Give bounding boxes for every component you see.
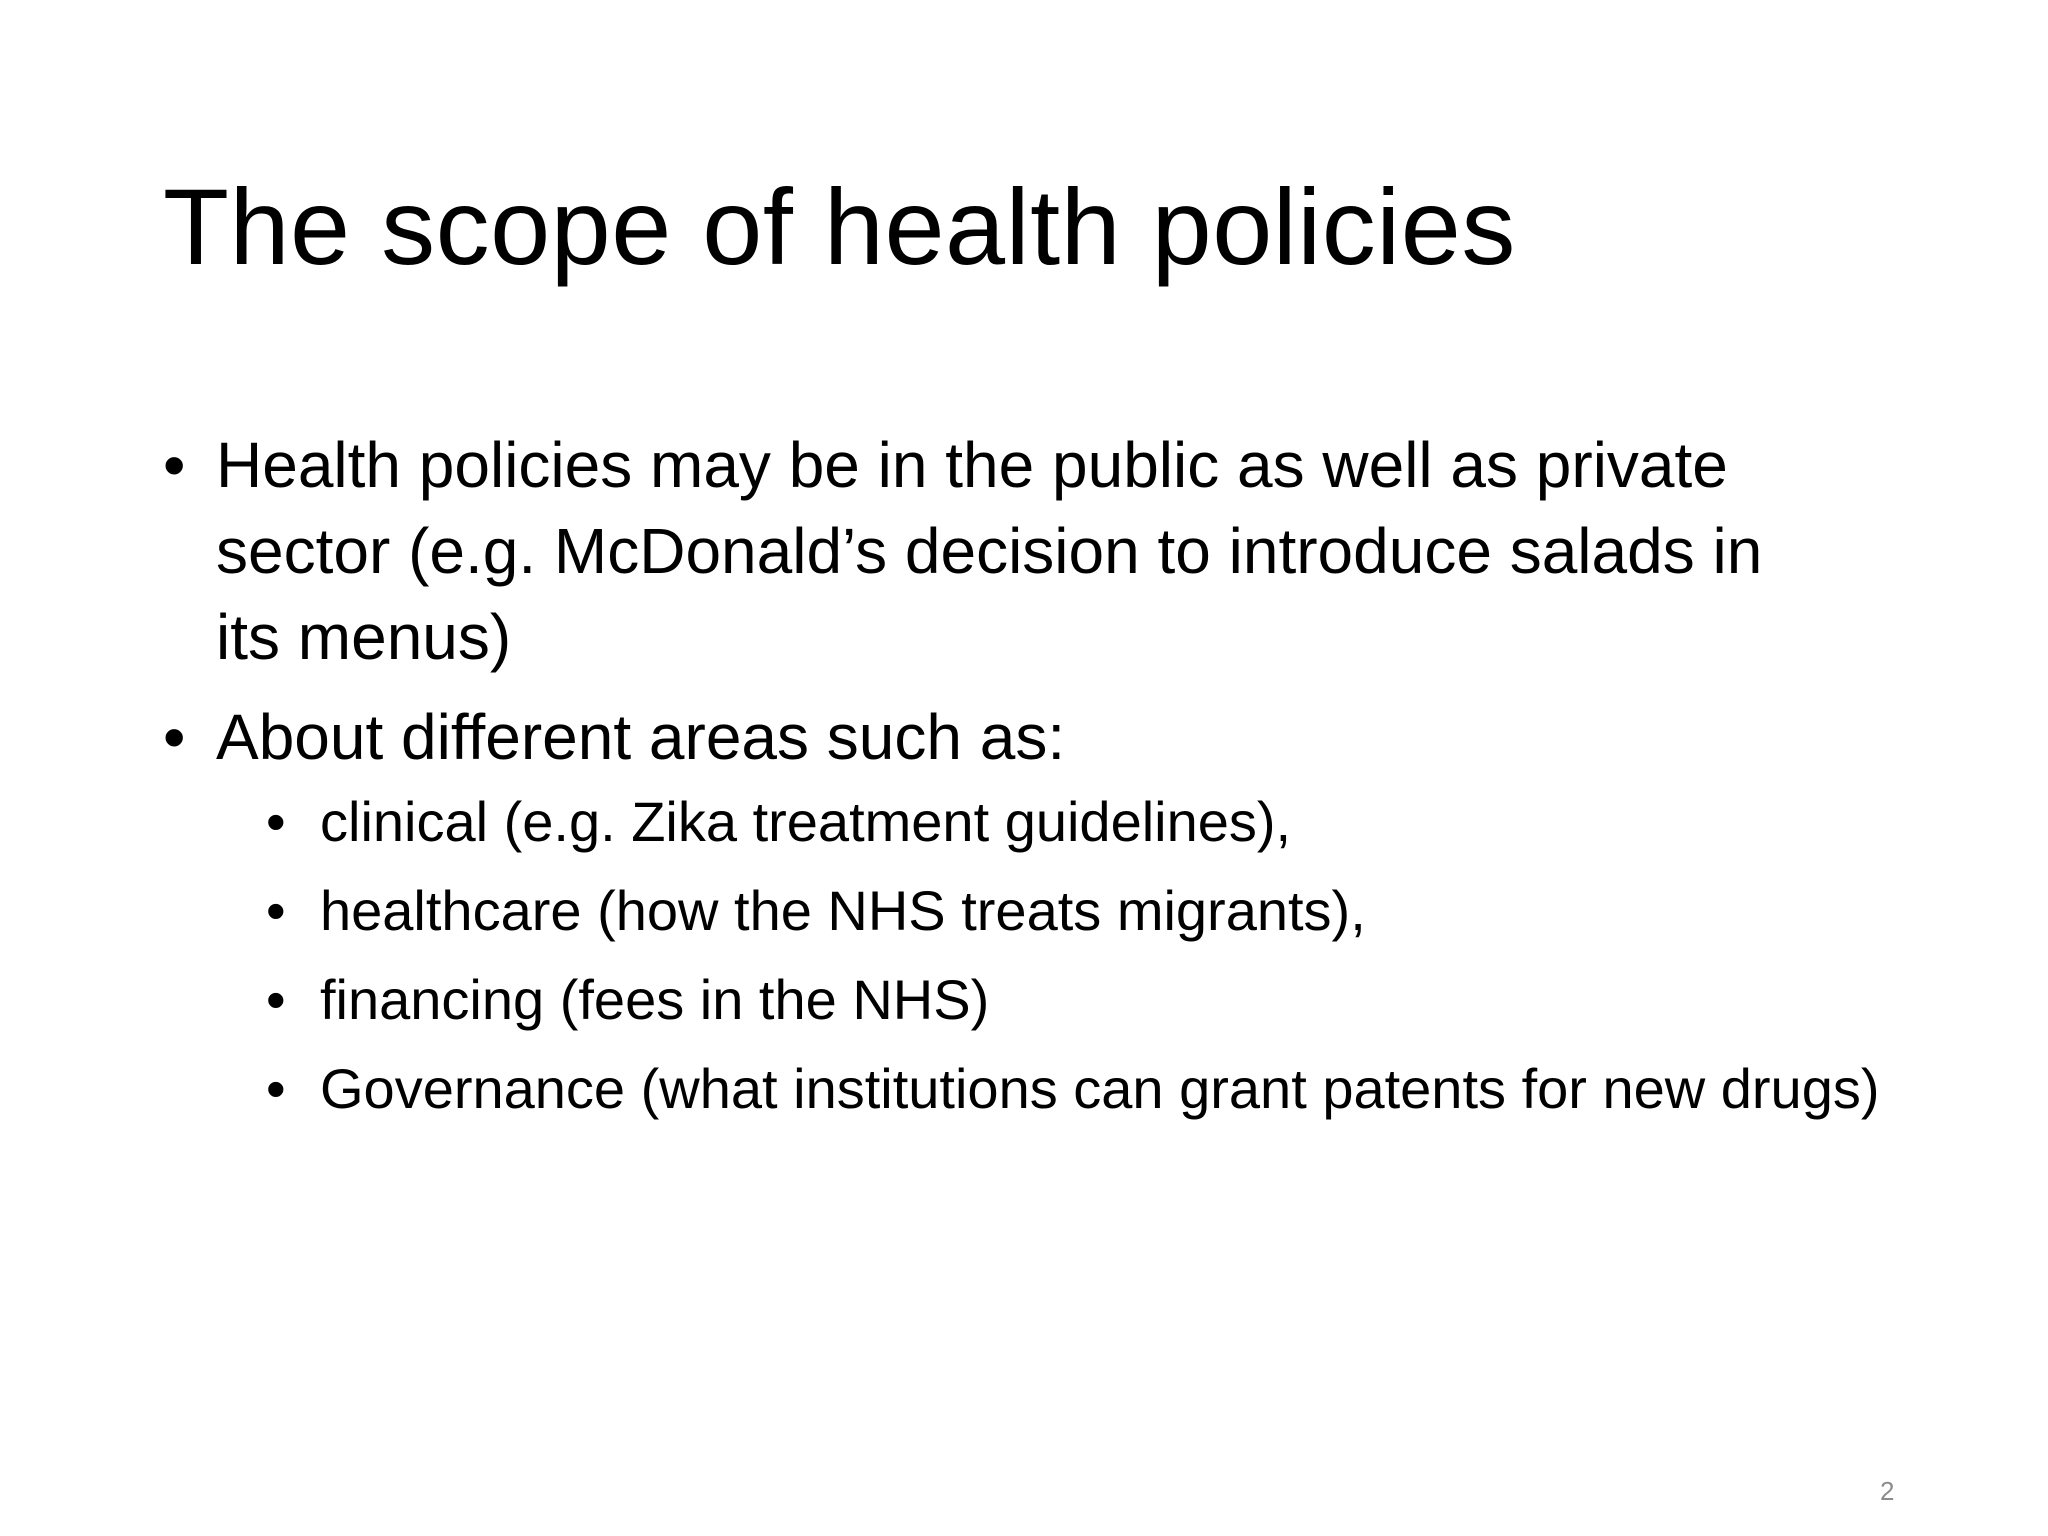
bullet-icon: • [163, 701, 186, 773]
bullet-icon: • [163, 429, 186, 501]
slide-title: The scope of health policies [163, 166, 1516, 287]
sub-bullet-point [163, 962, 1920, 1038]
bullet-text: About different areas such as: [216, 701, 1066, 773]
bullet-icon: • [266, 879, 286, 942]
sub-bullet-text: financing (fees in the NHS) [320, 968, 990, 1031]
sub-bullet-text: healthcare (how the NHS treats migrants), [320, 879, 1366, 942]
sub-bullet-point [163, 873, 1920, 949]
bullet-point [163, 694, 1776, 780]
sub-bullet-point [163, 784, 1920, 860]
sub-bullet-list [163, 784, 1923, 1127]
sub-bullet-point [163, 1051, 1920, 1127]
bullet-icon: • [266, 968, 286, 1031]
bullet-icon: • [266, 1057, 286, 1120]
bullet-text: Health policies may be in the public as well as private sector (e.g. McDonald’s decision to introduce salads in its menus) [216, 429, 1763, 673]
page-number: 2 [1880, 1476, 1895, 1506]
bullet-icon: • [266, 790, 286, 853]
sub-bullet-text: clinical (e.g. Zika treatment guidelines), [320, 790, 1292, 853]
bullet-point [163, 422, 1776, 680]
slide-content [163, 422, 1923, 1140]
sub-bullet-text: Governance (what institutions can grant patents for new drugs) [320, 1057, 1880, 1120]
